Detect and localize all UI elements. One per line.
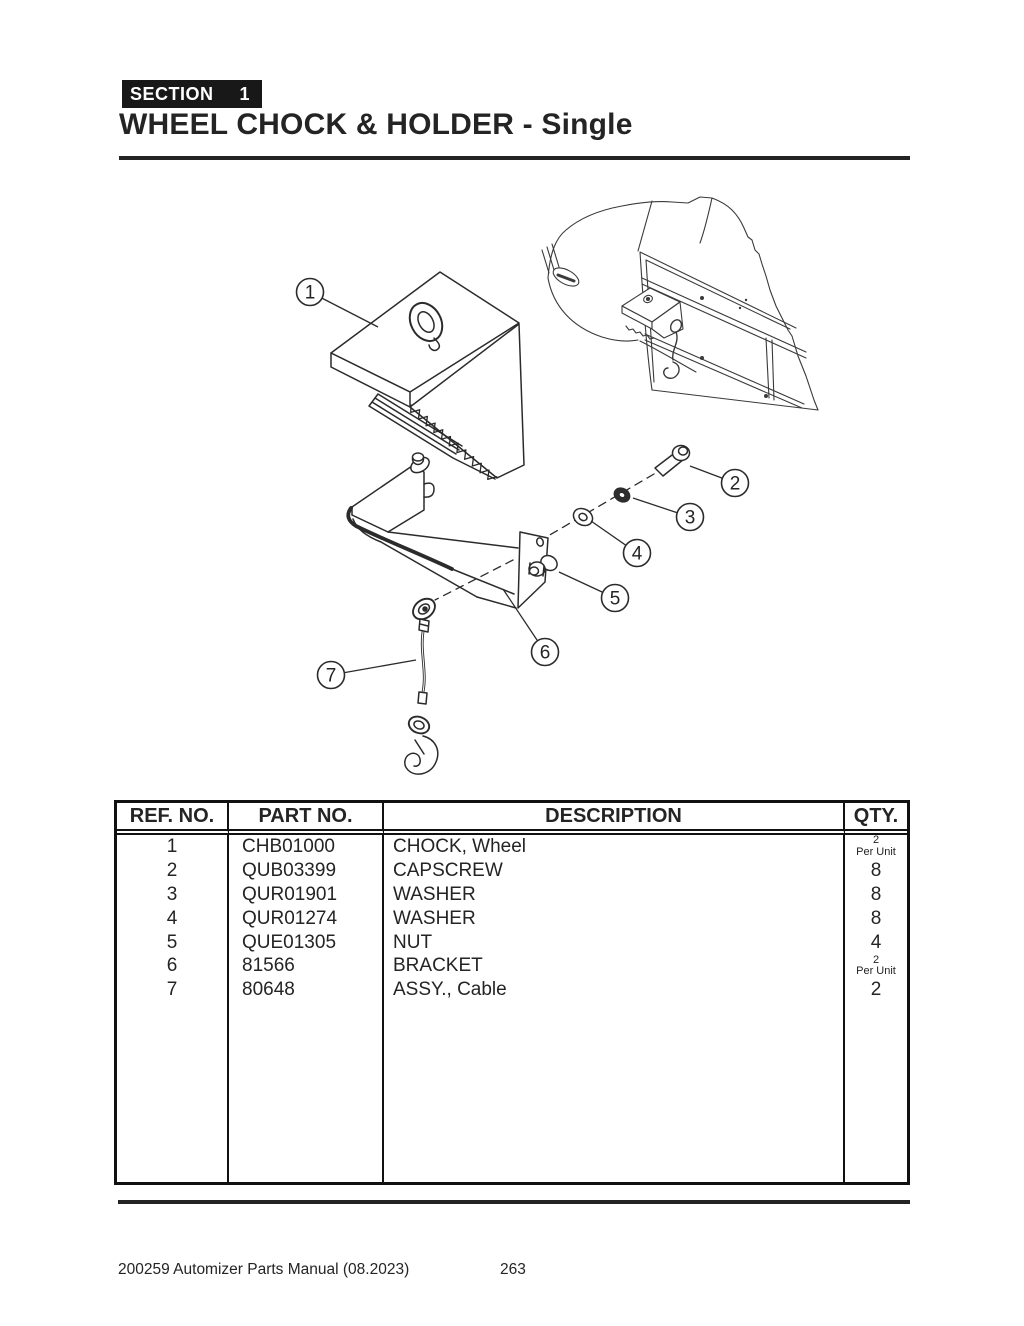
cell-qty [845,954,907,978]
callout-2 [690,466,749,497]
cell-qty: 2 [870,979,882,1001]
cell-ref-no: 1 [117,835,229,859]
cell-description: ASSY., Cable [384,978,845,1002]
svg-text:4: 4 [631,543,643,565]
column-header-ref: REF. NO. [117,803,229,835]
cell-qty: 8 [870,883,882,905]
wheel-chock-drawing [331,272,524,479]
svg-text:7: 7 [325,665,337,687]
footer-text: 200259 Automizer Parts Manual (08.2023) [118,1261,410,1278]
cell-description: WASHER [384,907,845,931]
empty-cell [117,1002,229,1182]
section-badge [122,80,262,108]
snap-hook [405,736,438,774]
diagram-area [0,180,1024,800]
cell-qty: 8 [870,907,882,929]
cell-part-no: QUR01901 [229,883,384,907]
exploded-view [331,272,690,774]
callout-3 [633,498,704,531]
cell-description: CAPSCREW [384,859,845,883]
cell-ref-no: 2 [117,859,229,883]
callout-1 [297,279,379,328]
svg-text:1: 1 [304,282,316,304]
capscrew-drawing [655,446,690,477]
parts-diagram [0,180,1024,800]
cell-qty [845,835,907,859]
qty-value: 2 [872,834,880,847]
empty-cell [845,1002,907,1182]
inset-trailer-view [542,197,818,410]
page-title: WHEEL CHOCK & HOLDER - Single [119,108,633,141]
footer-page-number: 263 [500,1261,526,1278]
svg-text:6: 6 [539,642,551,664]
cell-part-no: QUE01305 [229,931,384,955]
callout-7 [318,660,417,689]
section-label: SECTION [130,83,214,104]
cell-qty: 8 [870,859,882,881]
callout-4 [591,521,651,567]
fender-emblem-text [558,275,574,281]
callout-5 [559,572,629,612]
svg-text:5: 5 [609,588,621,610]
qty-value: 2 [872,953,880,966]
column-header-part: PART NO. [229,803,384,835]
column-header-description: DESCRIPTION [384,803,845,835]
cell-description: BRACKET [384,954,845,978]
svg-text:2: 2 [729,473,741,495]
cell-qty: 4 [870,931,882,953]
bracket-top-bolt [408,453,432,476]
cell-part-no: 81566 [229,954,384,978]
qty-with-note [856,955,896,978]
cell-part-no: CHB01000 [229,835,384,859]
cable-assembly-drawing [405,595,439,775]
fender-outline [548,197,818,410]
qty-note: Per Unit [856,965,896,978]
cell-part-no: 80648 [229,978,384,1002]
empty-cell [384,1002,845,1182]
cell-part-no: QUB03399 [229,859,384,883]
qty-with-note [856,835,896,858]
hood-seam [638,198,712,251]
title-rule [119,156,910,160]
cell-description: NUT [384,931,845,955]
parts-table [114,800,910,1185]
callout-6 [503,589,559,666]
flat-washer-drawing [570,505,595,529]
qty-note: Per Unit [856,845,896,858]
holder-bracket-drawing [348,453,548,608]
cell-ref-no: 3 [117,883,229,907]
cell-ref-no: 6 [117,954,229,978]
cell-ref-no: 4 [117,907,229,931]
bottom-rule [118,1200,910,1204]
panel-screws [700,296,768,398]
cell-description: WASHER [384,883,845,907]
column-header-qty: QTY. [845,803,907,835]
cell-part-no: QUR01274 [229,907,384,931]
cell-ref-no: 7 [117,978,229,1002]
cell-ref-no: 5 [117,931,229,955]
section-number: 1 [239,83,251,104]
svg-text:3: 3 [684,507,696,529]
empty-cell [229,1002,384,1182]
bracket-keyhole-tab [424,483,434,497]
cell-description: CHOCK, Wheel [384,835,845,859]
